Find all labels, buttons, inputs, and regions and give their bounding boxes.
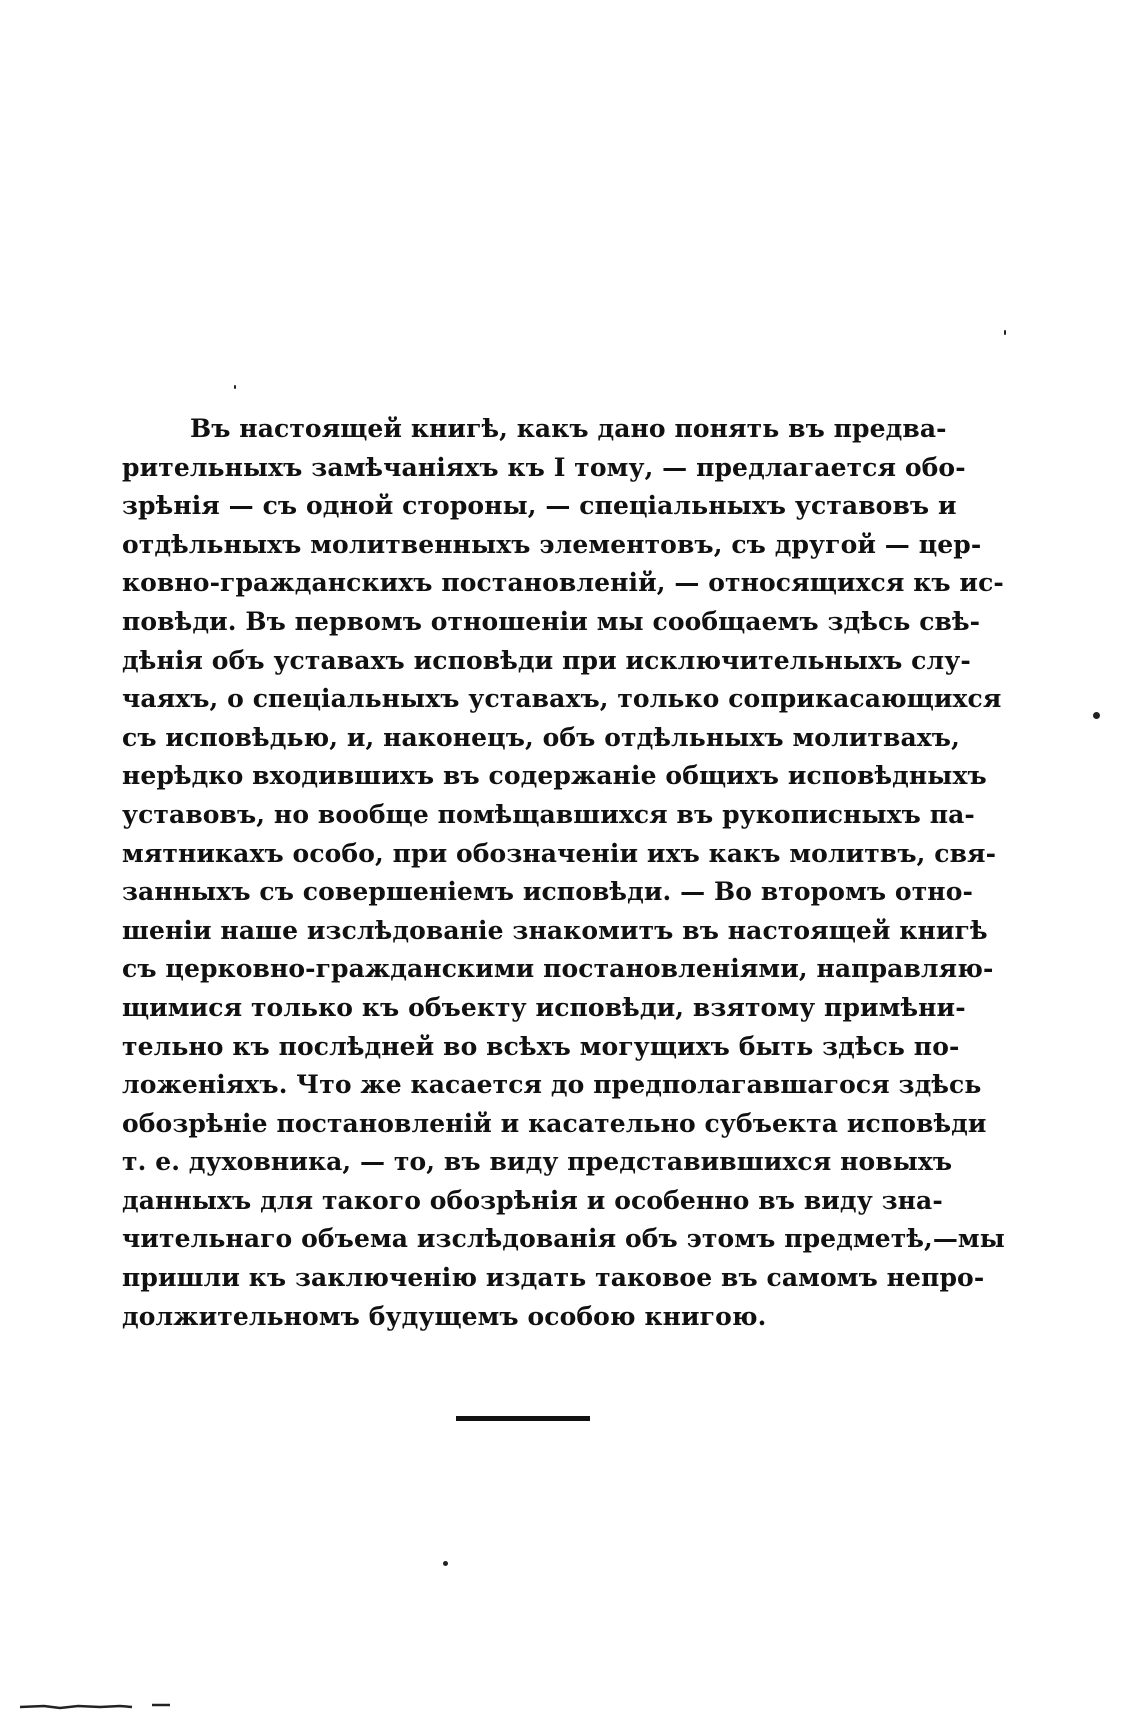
text-line: т. е. духовника, — то, въ виду представившихся новыхъ bbox=[122, 1147, 953, 1177]
text-line: уставовъ, но вообще помѣщавшихся въ рукописныхъ па- bbox=[122, 799, 975, 829]
scan-edge-fragment bbox=[20, 1702, 170, 1710]
text-line: пришли къ заключенію издать таковое въ самомъ непро- bbox=[122, 1263, 985, 1293]
text-line: должительномъ будущемъ особою книгою. bbox=[122, 1301, 767, 1331]
text-line: зрѣнія — съ одной стороны, — спеціальныхъ уставовъ и bbox=[122, 491, 957, 521]
print-speck bbox=[1093, 712, 1100, 719]
text-line: чаяхъ, о спеціальныхъ уставахъ, только соприкасающихся bbox=[122, 684, 1002, 714]
text-line: отдѣльныхъ молитвенныхъ элементовъ, съ другой — цер- bbox=[122, 529, 982, 559]
text-line: чительнаго объема изслѣдованія объ этомъ предметѣ,—мы bbox=[122, 1224, 1005, 1254]
print-speck bbox=[1004, 330, 1006, 335]
section-divider-rule bbox=[456, 1416, 590, 1421]
text-line: рительныхъ замѣчаніяхъ къ I тому, — предлагается обо- bbox=[122, 452, 966, 482]
text-line: повѣди. Въ первомъ отношеніи мы сообщаемъ здѣсь свѣ- bbox=[122, 606, 981, 636]
text-line: Въ настоящей книгѣ, какъ дано понять въ предва- bbox=[190, 414, 947, 443]
text-line: мятникахъ особо, при обозначеніи ихъ какъ молитвъ, свя- bbox=[122, 838, 997, 868]
text-line: щимися только къ объекту исповѣди, взятому примѣни- bbox=[122, 992, 966, 1022]
text-line: ложеніяхъ. Что же касается до предполагавшагося здѣсь bbox=[122, 1070, 982, 1100]
text-line: данныхъ для такого обозрѣнія и особенно въ виду зна- bbox=[122, 1185, 943, 1215]
body-paragraph bbox=[122, 410, 1005, 1336]
print-speck bbox=[443, 1561, 448, 1566]
text-line: шеніи наше изслѣдованіе знакомитъ въ настоящей книгѣ bbox=[122, 915, 988, 945]
text-line: нерѣдко входившихъ въ содержаніе общихъ исповѣдныхъ bbox=[122, 761, 987, 791]
text-line: ковно-гражданскихъ постановленій, — относящихся къ ис- bbox=[122, 568, 1004, 598]
text-line: съ исповѣдью, и, наконецъ, объ отдѣльныхъ молитвахъ, bbox=[122, 722, 960, 752]
text-line: обозрѣніе постановленій и касательно субъекта исповѣди bbox=[122, 1108, 987, 1138]
text-line: тельно къ послѣдней во всѣхъ могущихъ быть здѣсь по- bbox=[122, 1031, 960, 1061]
text-line: занныхъ съ совершеніемъ исповѣди. — Во второмъ отно- bbox=[122, 877, 973, 907]
text-line: дѣнія объ уставахъ исповѣди при исключительныхъ слу- bbox=[122, 645, 971, 675]
text-line: съ церковно-гражданскими постановленіями, направляю- bbox=[122, 954, 994, 984]
print-speck bbox=[234, 385, 236, 389]
